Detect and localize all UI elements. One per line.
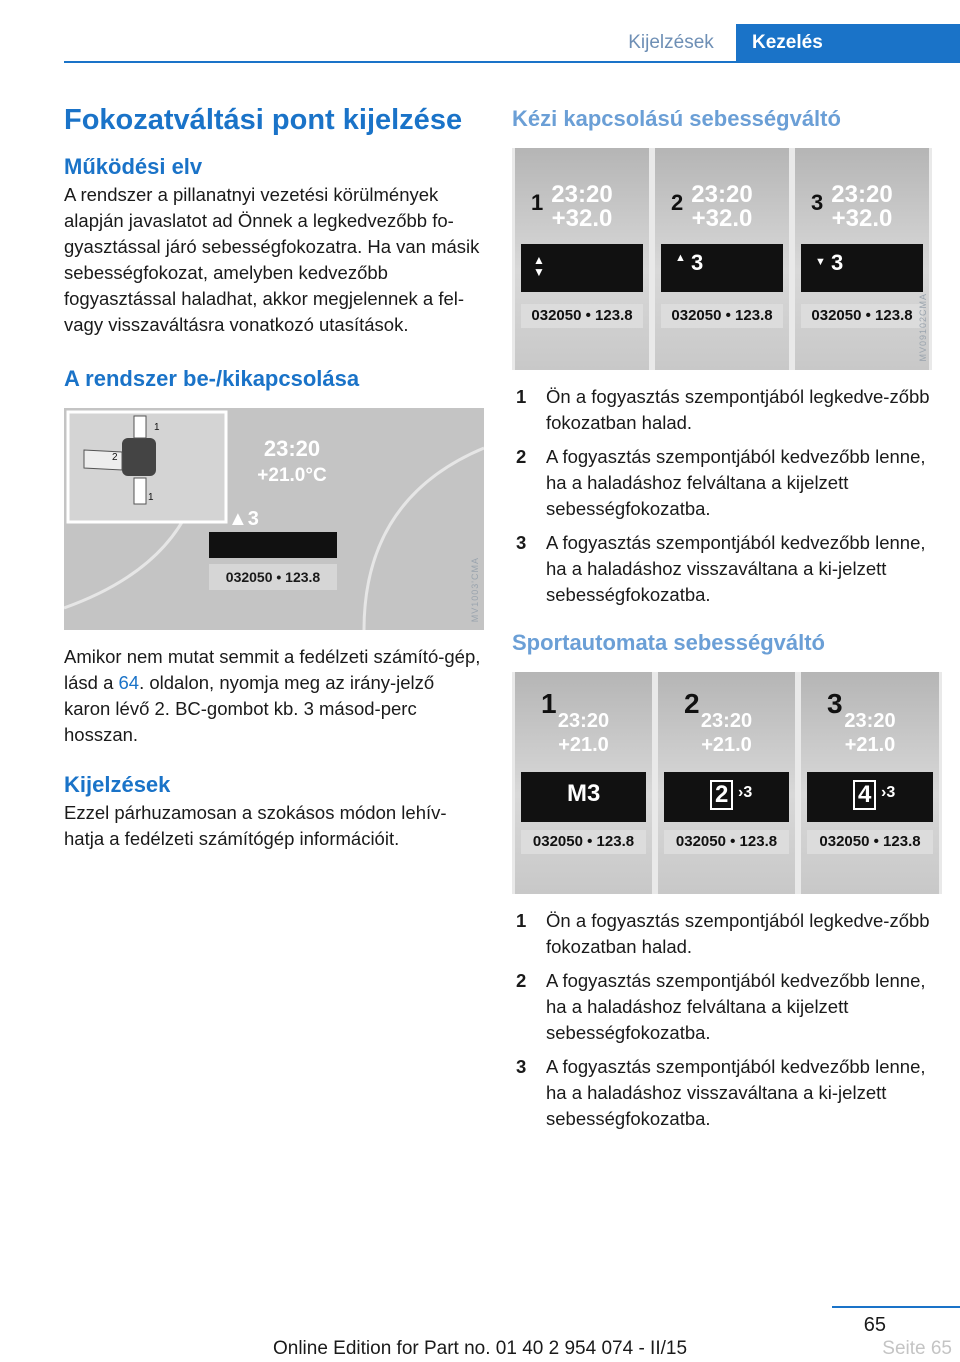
panel-time: 23:20 [844,710,896,732]
manual-panel-1 [512,148,652,370]
bc-button-paragraph: Amikor nem mutat semmit a fedélzeti számító‐gép, lásd a 64. oldalon, nyomja meg az irány‐jelző karon lévő 2. BC-gombot kb. 3 másod‐perc hosszan. [64,646,481,745]
footer-edition: Online Edition for Part no. 01 40 2 954 074 - II/15 [272,1338,688,1359]
panel-dark-band [664,772,789,822]
display-temperature: +21.0°C [257,465,327,486]
panel-temperature: +21.0 [701,734,752,756]
panel-temperature: +32.0 [831,205,893,232]
page-title: Fokozatváltási pont kijelzése [64,104,463,136]
figure-code: MV09102CMA [918,293,928,362]
tab-kezeles[interactable]: Kezelés [736,24,960,61]
manual-gearbox-figure [512,148,932,370]
panel-dark-band [661,244,783,292]
sport-panel-3 [798,672,942,894]
svg-text:1: 1 [148,492,154,503]
gear-number: 3 [831,250,844,275]
panel-odometer: 032050 • 123.8 [664,830,789,854]
section-heading-mukodesi-elv: Működési elv [64,154,203,179]
tab-kijelzesek[interactable]: Kijelzések [628,32,714,53]
list-item: 3 A fogyasztás szempontjából kedvezőbb lenne, ha a haladáshoz visszaváltana a ki‐jelzett sebességfokozatba. [516,532,926,605]
manual-gearbox-list [512,384,932,608]
gear-target: ›3 [738,784,753,801]
svg-text:2: 2 [112,452,118,463]
gear-indicator [228,508,259,531]
sport-panel-1 [512,672,655,894]
odometer-readout: 032050 • 123.8 [209,564,337,590]
header-rule [64,61,960,63]
figure-code: MV1003ʹCMA [470,556,480,622]
left-column [64,100,484,852]
gear-number: 3 [691,250,704,275]
callout-number: 2 [671,190,684,215]
panel-dark-band [521,244,643,292]
footer-watermark: Seite 65 [882,1338,952,1359]
list-item: 1 Ön a fogyasztás szempontjából legkedve‐zőbb fokozatban halad. [516,910,930,957]
panel-time: 23:20 [831,181,893,208]
callout-number: 2 [684,688,700,719]
page-link-64[interactable]: 64 [118,672,140,693]
list-item: 2 A fogyasztás szempontjából kedvezőbb lenne, ha a haladáshoz felváltana a kijelzett sebességfokozatba. [516,970,926,1043]
list-item: 1 Ön a fogyasztás szempontjából legkedve‐zőbb fokozatban halad. [516,386,930,433]
panel-odometer: 032050 • 123.8 [521,830,646,854]
panel-time: 23:20 [551,181,613,208]
page-header [0,24,960,62]
section-heading-kijelzesek: Kijelzések [64,772,171,797]
stalk-display-figure [64,408,484,630]
upshift-arrow-icon: ▲ [675,252,686,264]
panel-temperature: +21.0 [844,734,896,756]
panel-dark-band [801,244,923,292]
section-heading-be-kikapcsolas: A rendszer be-/kikapcsolása [64,366,360,391]
list-item: 3 A fogyasztás szempontjából kedvezőbb lenne, ha a haladáshoz visszaváltana a ki‐jelzett sebességfokozatba. [516,1056,926,1129]
panel-dark-band [807,772,933,822]
sport-automatic-list [512,908,932,1132]
panel-time: 23:20 [691,181,753,208]
sport-panel-2 [655,672,798,894]
display-time: 23:20 [263,436,321,461]
panel-dark-band [521,772,646,822]
sport-automatic-figure [512,672,942,894]
manual-panel-3 [792,148,932,370]
panel-time: 23:20 [557,710,610,732]
right-column [512,100,932,1140]
page-number: 65 [863,1314,886,1336]
panel-odometer: 032050 • 123.8 [807,830,933,854]
callout-number: 1 [531,190,544,215]
manual-panel-2 [652,148,792,370]
section-heading-sportautomata: Sportautomata sebességváltó [512,630,825,655]
gear-display: 2 [710,780,733,810]
gear-number: 3 [247,508,259,530]
svg-text:1: 1 [154,422,160,433]
panel-temperature: +32.0 [551,205,613,232]
section-text-mukodesi-elv: A rendszer a pillanatnyi vezetési körülmények alapján javaslatot ad Önnek a legkedvezőbb fo‐gyasztással járó sebességfokozatra. Ha van másik sebességfokozat, amelyben kedvezőbb fogyasztással haladhat, akkor megjelennek a fel- vagy visszaváltásra vonatkozó utasítások. [64,184,480,335]
callout-number: 1 [541,688,557,719]
downshift-arrow-icon: ▼ [815,256,826,268]
footer-rule [832,1306,960,1308]
gear-display: M3 [567,780,601,807]
panel-odometer: 032050 • 123.8 [801,304,923,328]
panel-time: 23:20 [700,710,753,732]
up-down-arrow-icon: ▲ ▼ [533,253,545,279]
list-item: 2 A fogyasztás szempontjából kedvezőbb lenne, ha a haladáshoz felváltana a kijelzett sebességfokozatba. [516,446,926,519]
gear-target: ›3 [881,784,896,801]
panel-odometer: 032050 • 123.8 [661,304,783,328]
panel-temperature: +32.0 [691,205,753,232]
section-text-kijelzesek: Ezzel párhuzamosan a szokásos módon lehív‐hatja a fedélzeti számítógép információit. [64,802,447,849]
callout-number: 3 [811,190,824,215]
panel-odometer: 032050 • 123.8 [521,304,643,328]
display-dark-band [209,532,337,558]
upshift-arrow-icon: ▲ [228,508,248,530]
section-heading-kezi-valto: Kézi kapcsolású sebességváltó [512,106,841,131]
panel-temperature: +21.0 [558,734,609,756]
callout-number: 3 [827,688,843,719]
gear-display: 4 [853,780,876,810]
